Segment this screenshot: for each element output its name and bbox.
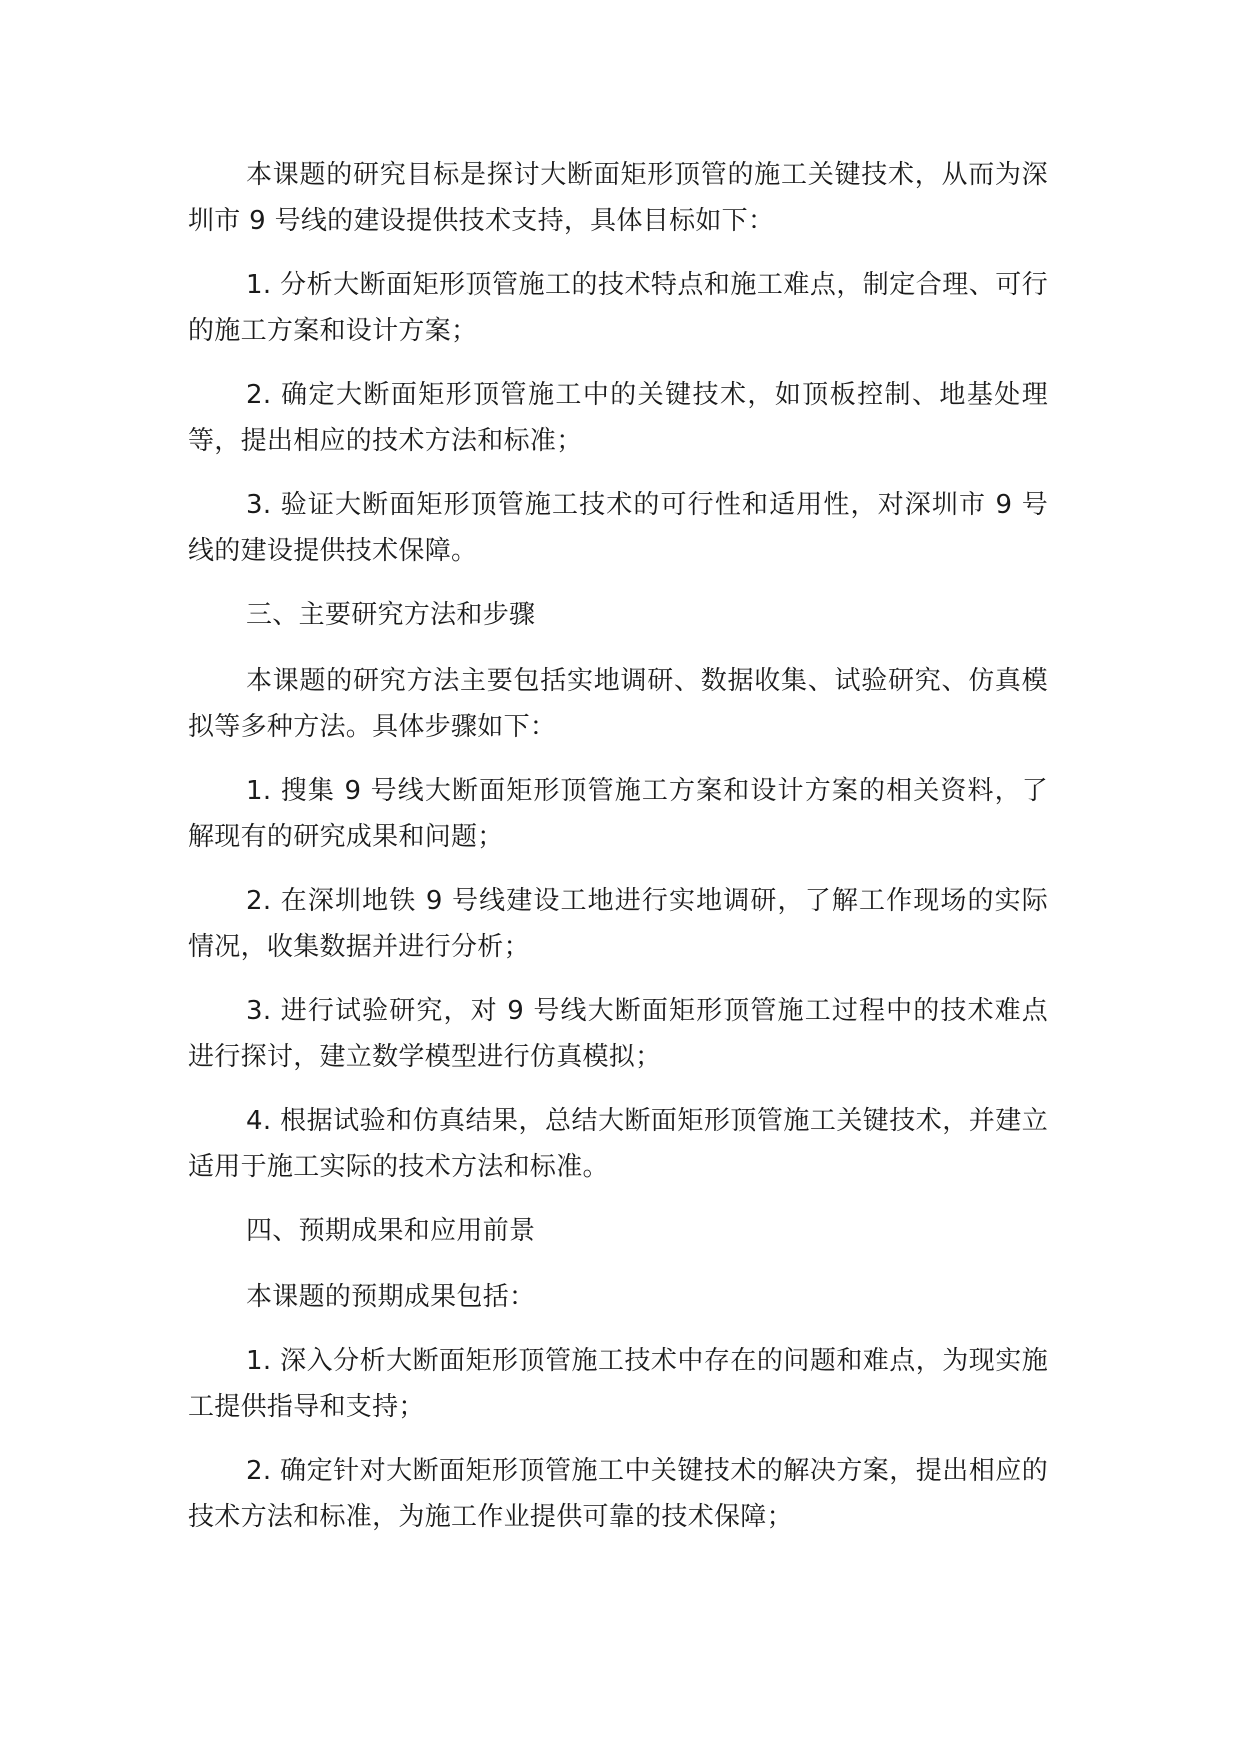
paragraph-step-3: 3. 进行试验研究，对 9 号线大断面矩形顶管施工过程中的技术难点进行探讨，建立数学模型进行仿真模拟； [188,996,1048,1072]
paragraph-methods-intro: 本课题的研究方法主要包括实地调研、数据收集、试验研究、仿真模拟等多种方法。具体步骤如下： [188,666,1048,742]
paragraph-goal-3: 3. 验证大断面矩形顶管施工技术的可行性和适用性，对深圳市 9 号线的建设提供技术保障。 [188,490,1048,566]
paragraph-goal-2: 2. 确定大断面矩形顶管施工中的关键技术，如顶板控制、地基处理等，提出相应的技术方法和标准； [188,380,1048,456]
paragraph-outcomes-intro: 本课题的预期成果包括： [246,1282,536,1312]
paragraph-outcome-2: 2. 确定针对大断面矩形顶管施工中关键技术的解决方案，提出相应的技术方法和标准，为施工作业提供可靠的技术保障； [188,1456,1048,1532]
section-heading-outcomes: 四、预期成果和应用前景 [246,1216,536,1246]
paragraph-step-1: 1. 搜集 9 号线大断面矩形顶管施工方案和设计方案的相关资料，了解现有的研究成果和问题； [188,776,1048,852]
paragraph-outcome-1: 1. 深入分析大断面矩形顶管施工技术中存在的问题和难点，为现实施工提供指导和支持； [188,1346,1048,1422]
document-body [188,152,1048,1558]
paragraph-goal-1: 1. 分析大断面矩形顶管施工的技术特点和施工难点，制定合理、可行的施工方案和设计方案； [188,270,1048,346]
paragraph-research-goal-intro: 本课题的研究目标是探讨大断面矩形顶管的施工关键技术，从而为深圳市 9 号线的建设提供技术支持，具体目标如下： [188,160,1048,236]
section-heading-methods: 三、主要研究方法和步骤 [246,600,536,630]
paragraph-step-2: 2. 在深圳地铁 9 号线建设工地进行实地调研，了解工作现场的实际情况，收集数据并进行分析； [188,886,1048,962]
paragraph-step-4: 4. 根据试验和仿真结果，总结大断面矩形顶管施工关键技术，并建立适用于施工实际的技术方法和标准。 [188,1106,1048,1182]
